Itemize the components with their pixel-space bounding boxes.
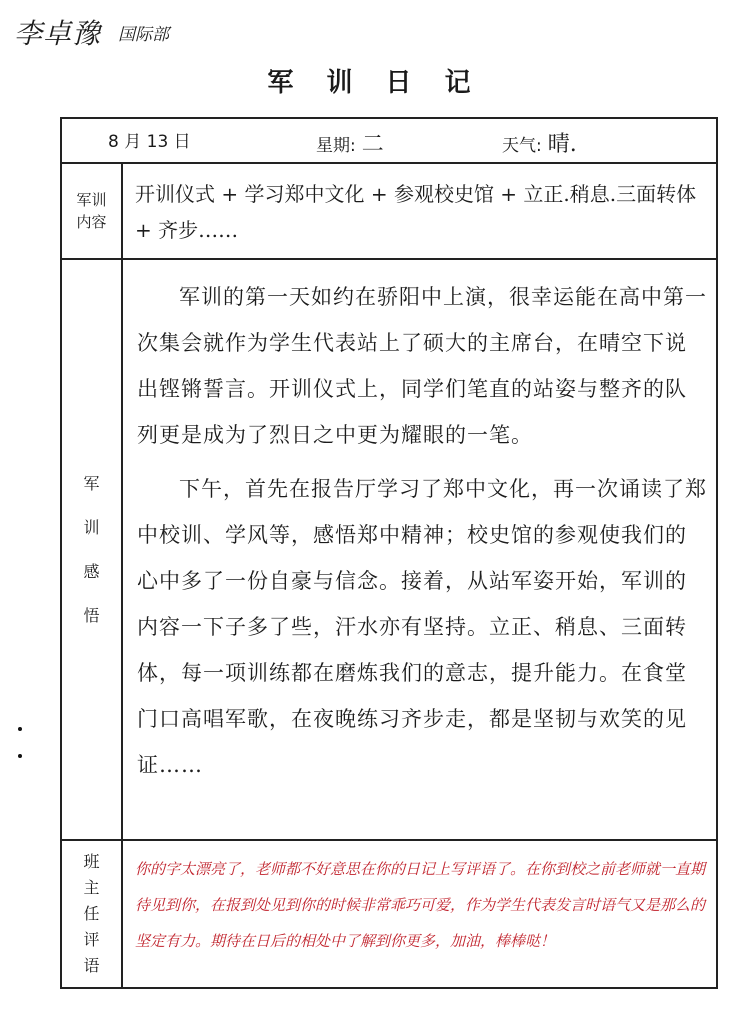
teacher-comment-cell [123, 841, 716, 987]
reflection-paragraph: 下午，首先在报告厅学习了郑中文化，再一次诵读了郑中校训、学风等，感悟郑中精神；校史馆的参观使我们的心中多了一份自豪与信念。接着，从站军姿开始，军训的内容一下子多了些，汗水亦有坚持。立正、稍息、三面转体，每一项训练都在磨炼我们的意志，提升能力。在食堂门口高唱军歌，在夜晚练习齐步走，都是坚韧与欢笑的见证…… [137, 477, 707, 777]
diary-table [60, 117, 718, 989]
reflection-paragraph: 军训的第一天如约在骄阳中上演，很幸运能在高中第一次集会就作为学生代表站上了硕大的主席台，在晴空下说出铿锵誓言。开训仪式上，同学们笔直的站姿与整齐的队列更是成为了烈日之中更为耀眼的一笔。 [137, 285, 707, 447]
weekday-label: 星期: [316, 136, 356, 156]
weather-value: 晴. [547, 132, 577, 157]
margin-dot [18, 754, 22, 758]
teacher-comment-label-cell [62, 841, 123, 987]
author-department: 国际部 [118, 25, 169, 45]
reflection-text [137, 274, 707, 796]
weather-field [502, 127, 577, 158]
reflection-label-cell [62, 260, 123, 839]
teacher-comment-label: 班主任评语 [83, 852, 100, 975]
author-signature: 李卓豫 [14, 17, 102, 50]
date-value: 8 月 13 日 [108, 132, 191, 152]
reflection-row [62, 260, 716, 841]
margin-dot [18, 727, 22, 731]
date-field [108, 127, 191, 152]
reflection-cell [123, 260, 716, 839]
weekday-value: 二 [361, 132, 384, 157]
header-row [62, 119, 716, 164]
training-content-cell [123, 164, 716, 258]
teacher-comment-text: 你的字太漂亮了，老师都不好意思在你的日记上写评语了。在你到校之前老师就一直期待见到你，在报到处见到你的时候非常乖巧可爱，作为学生代表发言时语气又是那么的坚定有力。期待在日后的相处中了解到你更多，加油，棒棒哒！ [135, 860, 706, 950]
page-title: 军 训 日 记 [267, 68, 483, 98]
training-content-label: 军训内容 [76, 191, 107, 231]
teacher-comment-row [62, 841, 716, 987]
reflection-label: 军训感悟 [83, 473, 100, 625]
training-content-label-cell [62, 164, 123, 258]
weather-label: 天气: [502, 136, 542, 156]
training-content-text: 开训仪式 + 学习郑中文化 + 参观校史馆 + 立正.稍息.三面转体 + 齐步…… [135, 182, 697, 242]
weekday-field [316, 127, 384, 158]
training-content-row [62, 164, 716, 260]
